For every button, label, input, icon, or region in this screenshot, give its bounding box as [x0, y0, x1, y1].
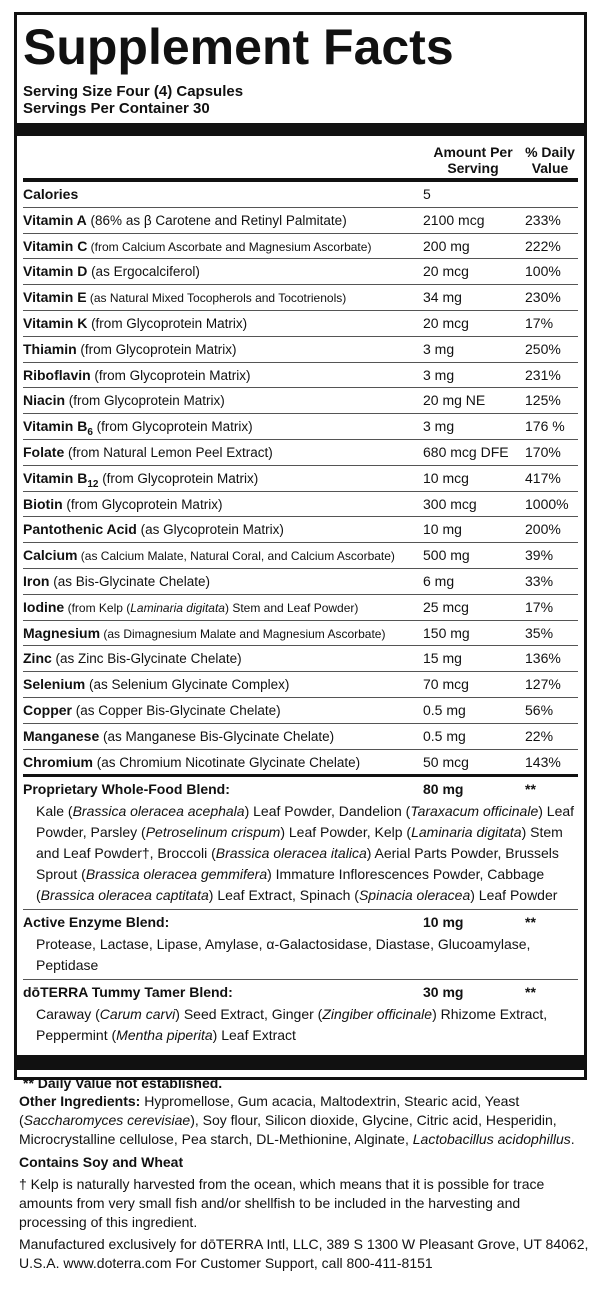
nutrient-row [23, 208, 578, 234]
supplement-facts-panel [14, 12, 587, 1092]
calories-amount: 5 [423, 186, 431, 202]
nutrient-row [23, 440, 578, 466]
nutrient-row [23, 414, 578, 440]
nutrient-amount: 150 mg [423, 624, 470, 641]
nutrient-row [23, 698, 578, 724]
nutrient-amount: 20 mcg [423, 263, 469, 280]
nutrient-row [23, 311, 578, 337]
nutrient-amount: 20 mg NE [423, 392, 486, 409]
blend-section [23, 980, 578, 1049]
nutrient-row [23, 388, 578, 414]
allergen-statement: Contains Soy and Wheat [19, 1154, 184, 1170]
blend-section [23, 777, 578, 910]
blend-amount: 10 mg [423, 914, 464, 931]
nutrient-daily-value: 136% [525, 650, 561, 667]
nutrient-row [23, 466, 578, 492]
nutrient-row [23, 337, 578, 363]
nutrient-amount: 200 mg [423, 237, 470, 254]
nutrient-name: Folate (from Natural Lemon Peel Extract) [23, 443, 273, 460]
nutrient-amount: 70 mcg [423, 676, 469, 693]
amount-header: Amount Per Serving [433, 144, 513, 176]
nutrient-daily-value: 170% [525, 443, 561, 460]
nutrient-list [23, 208, 578, 778]
nutrient-amount: 3 mg [423, 340, 455, 357]
blend-name: Proprietary Whole-Food Blend: [23, 781, 230, 798]
nutrient-amount: 25 mcg [423, 598, 469, 615]
calories-label: Calories [23, 186, 79, 202]
nutrient-daily-value: 231% [525, 366, 561, 383]
blend-name: Active Enzyme Blend: [23, 914, 170, 931]
nutrient-daily-value: 22% [525, 727, 554, 744]
nutrient-amount: 6 mg [423, 572, 455, 589]
nutrient-name: Selenium (as Selenium Glycinate Complex) [23, 676, 290, 693]
manufacturer-info: Manufactured exclusively for dōTERRA Intl, LLC, 389 S 1300 W Pleasant Grove, UT 84062, U.S.A. www.doterra.com For Customer Support, call 800-411-8151 [19, 1236, 589, 1271]
nutrient-daily-value: 143% [525, 753, 561, 770]
blend-header [23, 779, 578, 801]
nutrient-daily-value: 56% [525, 701, 554, 718]
other-ingredients-text: Hypromellose, Gum acacia, Maltodextrin, Stearic acid, Yeast (Saccharomyces cerevisiae), Soy flour, Silicon dioxide, Glycine, Citric acid, Hesperidin, Microcrystalline cellulose, Pea starch, DL-Methionine, Alginate, Lactobacillus acidophillus. [19, 1093, 575, 1147]
blend-header [23, 912, 578, 934]
nutrient-amount: 3 mg [423, 418, 455, 435]
servings-per-container: Servings Per Container 30 [23, 100, 210, 117]
thick-divider-bottom [17, 1055, 584, 1070]
nutrient-name: Vitamin K (from Glycoprotein Matrix) [23, 314, 248, 331]
nutrient-name: Calcium (as Calcium Malate, Natural Coral, and Calcium Ascorbate) [23, 547, 395, 564]
nutrient-amount: 50 mcg [423, 753, 469, 770]
nutrient-daily-value: 17% [525, 314, 554, 331]
nutrient-daily-value: 417% [525, 469, 561, 486]
kelp-note: † Kelp is naturally harvested from the ocean, which means that it is possible for trace amounts from very small fish and/or shellfish to be included in the harvesting and processing of this ingredient. [19, 1176, 545, 1230]
column-header [23, 136, 578, 182]
nutrient-row [23, 724, 578, 750]
nutrient-amount: 0.5 mg [423, 727, 466, 744]
nutrient-name: Vitamin $B_6$ (from Glycoprotein Matrix) [23, 418, 253, 439]
nutrient-row [23, 259, 578, 285]
calories-row [23, 182, 578, 208]
nutrient-daily-value: 200% [525, 521, 561, 538]
blend-daily-value: ** [525, 984, 536, 1001]
nutrient-amount: 15 mg [423, 650, 462, 667]
nutrient-row [23, 492, 578, 518]
nutrient-row [23, 517, 578, 543]
blend-ingredients: Protease, Lactase, Lipase, Amylase, α-Galactosidase, Diastase, Glucoamylase, Peptidase [36, 936, 531, 974]
other-ingredients: Other Ingredients: Hypromellose, Gum acacia, Maltodextrin, Stearic acid, Yeast (Saccharomyces cerevisiae), Soy flour, Silicon dioxide, Glycine, Citric acid, Hesperidin, Microcrystalline cellulose, Pea starch, DL-Methionine, Alginate, Lactobacillus acidophillus. [19, 1093, 575, 1147]
nutrient-amount: 10 mg [423, 521, 462, 538]
blend-ingredients: Kale (Brassica oleracea acephala) Leaf Powder, Dandelion (Taraxacum officinale) Leaf Powder, Parsley (Petroselinum crispum) Leaf Powder, Kelp (Laminaria digitata) Stem and Leaf Powder†, Broccoli (Brassica oleracea italica) Aerial Parts Powder, Brussels Sprout (Brassica oleracea gemmifera) Immature Inflorescences Powder, Cabbage (Brassica oleracea captitata) Leaf Extract, Spinach (Spinacia oleracea) Leaf Powder [36, 803, 575, 904]
nutrient-name: Riboflavin (from Glycoprotein Matrix) [23, 366, 251, 383]
thick-divider [17, 123, 584, 136]
nutrient-daily-value: 233% [525, 211, 561, 228]
nutrient-row [23, 621, 578, 647]
nutrient-name: Iodine (from Kelp (Laminaria digitata) Stem and Leaf Powder) [23, 598, 359, 615]
panel-title: Supplement Facts [23, 19, 454, 75]
nutrient-amount: 2100 mcg [423, 211, 485, 228]
nutrient-name: Chromium (as Chromium Nicotinate Glycinate Chelate) [23, 753, 361, 770]
nutrient-name: Magnesium (as Dimagnesium Malate and Magnesium Ascorbate) [23, 624, 386, 641]
label-notes [19, 1092, 591, 1273]
blend-daily-value: ** [525, 914, 536, 931]
nutrient-row [23, 672, 578, 698]
blend-amount: 30 mg [423, 984, 464, 1001]
nutrient-daily-value: 230% [525, 289, 561, 306]
blend-header [23, 982, 578, 1004]
nutrient-daily-value: 176 % [525, 418, 565, 435]
nutrient-daily-value: 1000% [525, 495, 569, 512]
nutrient-row [23, 750, 578, 778]
nutrient-amount: 3 mg [423, 366, 455, 383]
nutrient-row [23, 363, 578, 389]
nutrient-name: Vitamin D (as Ergocalciferol) [23, 263, 200, 280]
nutrient-amount: 20 mcg [423, 314, 469, 331]
nutrient-daily-value: 222% [525, 237, 561, 254]
nutrient-row [23, 595, 578, 621]
daily-value-header: % Daily Value [525, 144, 575, 176]
nutrient-amount: 0.5 mg [423, 701, 466, 718]
nutrient-amount: 10 mcg [423, 469, 469, 486]
nutrient-name: Vitamin $B_{12}$ (from Glycoprotein Matrix) [23, 469, 259, 490]
nutrient-daily-value: 100% [525, 263, 561, 280]
nutrient-daily-value: 17% [525, 598, 554, 615]
nutrient-row [23, 646, 578, 672]
nutrient-daily-value: 125% [525, 392, 561, 409]
blend-name: dōTERRA Tummy Tamer Blend: [23, 984, 233, 1001]
nutrient-daily-value: 39% [525, 547, 554, 564]
nutrient-name: Thiamin (from Glycoprotein Matrix) [23, 340, 237, 357]
nutrient-amount: 500 mg [423, 547, 470, 564]
nutrient-name: Manganese (as Manganese Bis-Glycinate Chelate) [23, 727, 335, 744]
nutrient-row [23, 569, 578, 595]
nutrient-name: Copper (as Copper Bis-Glycinate Chelate) [23, 701, 281, 718]
blend-section [23, 910, 578, 980]
nutrient-name: Vitamin E (as Natural Mixed Tocopherols and Tocotrienols) [23, 289, 347, 306]
nutrient-name: Zinc (as Zinc Bis-Glycinate Chelate) [23, 650, 242, 667]
nutrient-row [23, 285, 578, 311]
blend-ingredients: Caraway (Carum carvi) Seed Extract, Ginger (Zingiber officinale) Rhizome Extract, Peppermint (Mentha piperita) Leaf Extract [36, 1006, 548, 1044]
nutrient-name: Niacin (from Glycoprotein Matrix) [23, 392, 225, 409]
nutrient-name: Pantothenic Acid (as Glycoprotein Matrix) [23, 521, 284, 538]
nutrient-name: Vitamin A (86% as β Carotene and Retinyl Palmitate) [23, 211, 347, 228]
nutrient-row [23, 234, 578, 260]
daily-value-footnote: ** Daily Value not established. [23, 1075, 223, 1092]
nutrient-row [23, 543, 578, 569]
nutrient-amount: 680 mcg DFE [423, 443, 509, 460]
blend-daily-value: ** [525, 781, 536, 798]
serving-size: Serving Size Four (4) Capsules [23, 83, 244, 100]
nutrient-daily-value: 35% [525, 624, 554, 641]
nutrient-name: Biotin (from Glycoprotein Matrix) [23, 495, 223, 512]
nutrient-amount: 34 mg [423, 289, 462, 306]
nutrient-daily-value: 33% [525, 572, 554, 589]
nutrient-name: Iron (as Bis-Glycinate Chelate) [23, 572, 211, 589]
blend-amount: 80 mg [423, 781, 464, 798]
nutrient-daily-value: 127% [525, 676, 561, 693]
nutrient-name: Vitamin C (from Calcium Ascorbate and Magnesium Ascorbate) [23, 237, 372, 254]
blend-list [23, 777, 578, 1049]
nutrient-amount: 300 mcg [423, 495, 477, 512]
nutrient-daily-value: 250% [525, 340, 561, 357]
